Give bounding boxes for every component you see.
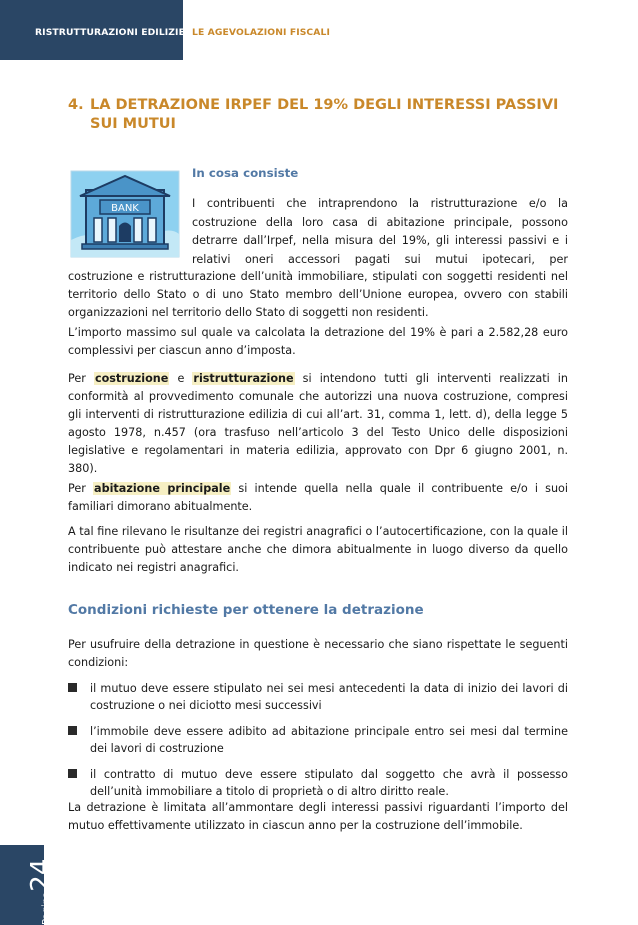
paragraph-registri-text: A tal fine rilevano le risultanze dei registri anagrafici o l’autocertificazione, con la quale il contribuente può attestare anche che dimora abitualmente in luogo diverso da quello indicato nei registri anagrafici. [68,525,568,574]
paragraph-importo [68,324,568,360]
bank-sign-text: BANK [111,203,139,214]
bullet-square-icon [68,769,77,778]
page-header [0,0,638,60]
paragraph-conjunction: e [177,372,185,385]
running-header-part2: LE AGEVOLAZIONI FISCALI [192,27,330,38]
paragraph-abitazione-rest: si intende quella nella quale il contribuente e/o i suoi familiari dimorano abitualmente. [68,482,569,513]
condition-text: l’immobile deve essere adibito ad abitazione principale entro sei mesi dal termine dei lavori di costruzione [90,725,568,755]
paragraph-prefix: Per [68,372,86,385]
paragraph-importo-text: L’importo massimo sul quale va calcolata la detrazione del 19% è pari a 2.582,28 euro complessivi per ciascun anno d’imposta. [68,326,568,357]
intro-line: relativi oneri accessori pagati sui mutui ipotecari, per [192,252,568,266]
paragraph-prefix: Per [68,482,86,495]
intro-line: detrarre dall’Irpef, nella misura del 19%, gli interessi passivi e i [192,234,568,247]
term-ristrutturazione: ristrutturazione [193,372,294,385]
condition-text: il mutuo deve essere stipulato nei sei mesi antecedenti la data di inizio dei lavori di costruzione o nei diciotto mesi successivi [90,682,568,712]
term-costruzione: costruzione [94,372,169,385]
page-number [26,859,56,925]
conditions-intro [68,636,568,672]
page-label-word: Pagina [41,891,52,925]
condition-text: il contratto di mutuo deve essere stipulato dal soggetto che avrà il possesso dell’unità immobiliare a titolo di proprietà o di altro diritto reale. [90,768,568,798]
intro-line: I contribuenti che intraprendono la ristrutturazione e/o la [192,197,568,210]
intro-text-beside-image [192,195,568,269]
intro-continuation-text: costruzione e ristrutturazione dell’unità immobiliare, stipulati con soggetti residenti nel territorio dello Stato o di uno Stato membro dell’Unione europea, ovvero con stabili organizzazioni nel territorio dello Stato di soggetti non residenti. [68,270,568,319]
section-heading [68,96,568,134]
bullet-square-icon [68,683,77,692]
term-abitazione-principale: abitazione principale [94,482,231,495]
page-label-number: 24 [26,858,56,892]
paragraph-costruzione [68,370,568,478]
list-item [68,680,568,714]
paragraph-costruzione-rest: si intendono tutti gli interventi realizzati in conformità al provvedimento comunale che autorizzi una nuova costruzione, compresi gli interventi di ristrutturazione edilizia di cui all’art. 31, comma 1, lett. d), della legge 5 agosto 1978, n.457 (ora trasfuso nell’articolo 3 del Testo Unico delle disposizioni legislative e regolamentari in materia edilizia, approvato con Dpr 6 giugno 2001, n. 380). [68,372,568,475]
bank-building-icon [70,170,180,258]
conditions-intro-text: Per usufruire della detrazione in questione è necessario che siano rispettate le seguenti condizioni: [68,638,568,669]
running-header-part1: RISTRUTTURAZIONI EDILIZIE: [35,27,189,38]
paragraph-abitazione [68,480,568,516]
list-item [68,766,568,800]
bullet-square-icon [68,726,77,735]
conditions-list [68,680,568,800]
conditions-closing [68,799,568,835]
intro-continuation [68,268,568,322]
intro-line: costruzione della loro casa di abitazione principale, possono [192,215,568,229]
section-number: 4. [68,97,84,113]
running-header-title [35,27,330,38]
section-title: LA DETRAZIONE IRPEF DEL 19% DEGLI INTERESSI PASSIVI SUI MUTUI [90,97,559,132]
list-item [68,723,568,757]
conditions-closing-text: La detrazione è limitata all’ammontare degli interessi passivi riguardanti l’importo del mutuo effettivamente utilizzato in ciascun anno per la costruzione dell’immobile. [68,801,568,832]
intro-subheading: In cosa consiste [192,166,299,180]
conditions-subheading: Condizioni richieste per ottenere la detrazione [68,602,424,618]
paragraph-registri [68,523,568,577]
